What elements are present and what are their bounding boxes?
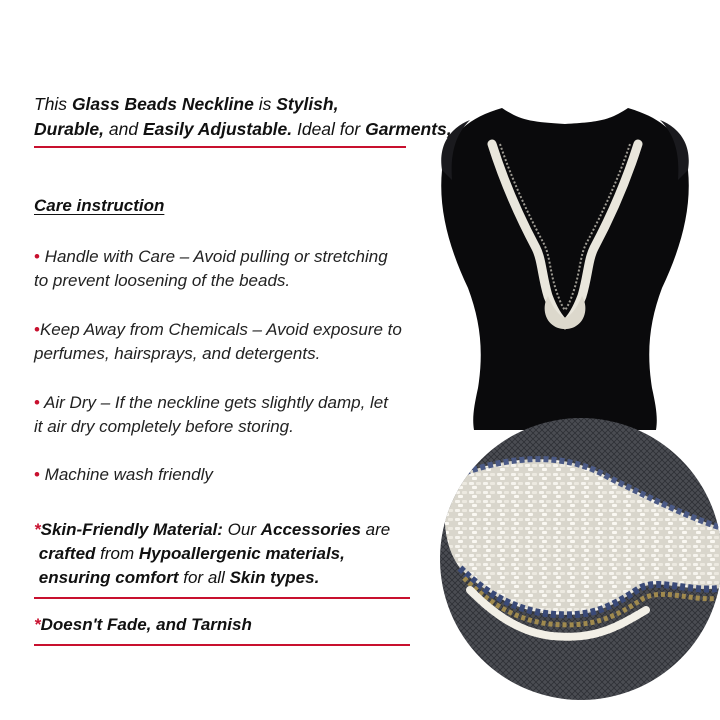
skin-t3: from bbox=[95, 544, 139, 563]
care-line: perfumes, hairsprays, and detergents. bbox=[34, 344, 321, 363]
care-line: Machine wash friendly bbox=[39, 465, 213, 484]
crafted-text: crafted bbox=[38, 544, 96, 563]
bullet-dot: • bbox=[34, 465, 40, 484]
care-item-air-dry bbox=[34, 391, 434, 439]
intro-t2: is bbox=[253, 94, 277, 114]
adjustable-text: Easily Adjustable. bbox=[142, 119, 293, 139]
intro-t4: Ideal for bbox=[292, 119, 366, 139]
care-item-handle bbox=[34, 245, 434, 293]
skin-t1: Our bbox=[222, 520, 261, 539]
durable-text: Durable, bbox=[34, 119, 105, 139]
star-mark: * bbox=[34, 615, 41, 634]
mannequin-body bbox=[441, 108, 689, 430]
mannequin-image bbox=[430, 100, 700, 430]
bullet-dot: • bbox=[34, 320, 40, 339]
divider-middle bbox=[34, 597, 410, 599]
stylish-text: Stylish, bbox=[276, 94, 339, 114]
skin-t2: are bbox=[360, 520, 391, 539]
care-line: Handle with Care – Avoid pulling or stretching bbox=[39, 247, 388, 266]
divider-bottom bbox=[34, 644, 410, 646]
intro-t1: This bbox=[34, 94, 72, 114]
fade-label: Doesn't Fade, and Tarnish bbox=[40, 615, 252, 634]
care-item-chemicals bbox=[34, 318, 434, 366]
care-line: it air dry completely before storing. bbox=[34, 417, 294, 436]
skin-friendly-text bbox=[34, 518, 434, 590]
hypo-text: Hypoallergenic materials, bbox=[138, 544, 345, 563]
care-heading: Care instruction bbox=[34, 196, 165, 215]
garments-text: Garments, bbox=[365, 119, 452, 139]
skin-types-text: Skin types. bbox=[229, 568, 320, 587]
care-line: Keep Away from Chemicals – Avoid exposure to bbox=[39, 320, 402, 339]
intro-t3: and bbox=[104, 119, 143, 139]
bead-closeup-image bbox=[440, 418, 720, 700]
care-line: Air Dry – If the neckline gets slightly damp, let bbox=[39, 393, 388, 412]
accessories-text: Accessories bbox=[260, 520, 361, 539]
divider-top bbox=[34, 146, 406, 148]
bullet-dot: • bbox=[34, 393, 40, 412]
star-mark: * bbox=[34, 520, 41, 539]
ensuring-text: ensuring comfort bbox=[38, 568, 179, 587]
product-name: Glass Beads Neckline bbox=[71, 94, 254, 114]
care-line: to prevent loosening of the beads. bbox=[34, 271, 291, 290]
fade-text bbox=[34, 615, 252, 635]
bullet-dot: • bbox=[34, 247, 40, 266]
care-item-machine-wash bbox=[34, 463, 434, 487]
skin-t4: for all bbox=[178, 568, 230, 587]
skin-label: Skin-Friendly Material: bbox=[40, 520, 223, 539]
